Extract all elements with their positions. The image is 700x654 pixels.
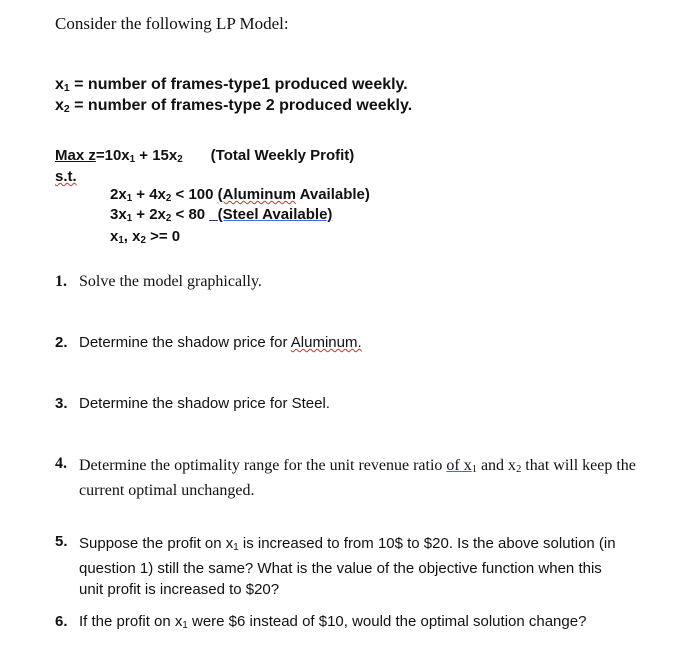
- question-6: [55, 613, 675, 635]
- constraint-aluminum: [110, 186, 370, 204]
- q4-sub1: 1: [471, 464, 477, 476]
- q5-line-1: [79, 533, 616, 558]
- var-x2: x: [55, 97, 64, 114]
- question-4: [55, 455, 685, 499]
- c2-c: < 80: [171, 206, 210, 223]
- c1-b: + 4x: [132, 186, 166, 203]
- q6-text-b: were $6 instead of $10, would the optimal solution change?: [187, 613, 587, 630]
- c3-sub2: 2: [140, 234, 146, 246]
- constraint-steel: [110, 206, 332, 224]
- sub-2: 2: [63, 104, 70, 116]
- question-number: 6.: [55, 613, 68, 630]
- q2-text-b: Aluminum.: [290, 334, 362, 351]
- question-number: 4.: [55, 455, 67, 472]
- question-3: [55, 395, 655, 417]
- q4-line1-d: that will keep the: [521, 457, 636, 474]
- objective-sub1: 1: [129, 153, 136, 165]
- objective-expr-b: + 15x: [135, 147, 178, 164]
- definition-x2: [55, 97, 412, 115]
- question-2: [55, 334, 655, 356]
- question-text: Determine the shadow price for Steel.: [79, 395, 330, 412]
- c3-a: x: [110, 228, 119, 245]
- question-text: [79, 334, 362, 351]
- c1-resource-a: (Aluminum: [217, 186, 296, 203]
- objective-expr-a: =10x: [95, 147, 130, 164]
- question-5: [55, 533, 675, 599]
- q2-text-a: Determine the shadow price for: [79, 334, 291, 351]
- question-number: 3.: [55, 395, 68, 412]
- c2-resource: _(Steel Available): [209, 206, 333, 223]
- q5-line-2: question 1) still the same? What is the value of the objective function when this: [79, 559, 602, 577]
- intro-text: Consider the following LP Model:: [55, 14, 289, 33]
- c2-sub2: 2: [165, 212, 172, 224]
- q6-text-a: If the profit on x: [79, 613, 183, 630]
- question-text: [79, 455, 636, 501]
- q4-line1-b: of x: [446, 457, 472, 474]
- question-1: [55, 273, 655, 295]
- q4-sub2: 2: [516, 464, 522, 476]
- q4-line1-c: and x: [476, 457, 517, 474]
- question-number: 5.: [55, 533, 68, 550]
- c1-c: < 100: [171, 186, 218, 203]
- c1-sub2: 2: [165, 192, 172, 204]
- c1-resource-b: Available): [295, 186, 370, 203]
- c3-b: , x: [123, 228, 141, 245]
- q5-line1-a: Suppose the profit on x: [79, 535, 234, 552]
- sub-1: 1: [63, 83, 70, 95]
- question-number: 2.: [55, 334, 68, 351]
- question-text: Solve the model graphically.: [79, 273, 262, 290]
- q4-line1-a: Determine the optimality range for the unit revenue ratio: [79, 457, 447, 474]
- c2-sub1: 1: [126, 212, 133, 224]
- q5-sub: 1: [233, 541, 239, 553]
- objective-note: (Total Weekly Profit): [210, 147, 355, 164]
- q4-line-2: current optimal unchanged.: [79, 482, 255, 500]
- c2-b: + 2x: [132, 206, 166, 223]
- q5-line1-b: is increased to from 10$ to $20. Is the above solution (in: [238, 535, 616, 552]
- var-x1: x: [55, 76, 64, 93]
- c3-c: >= 0: [145, 228, 181, 245]
- q4-line-1: [79, 455, 636, 480]
- c3-sub1: 1: [118, 234, 124, 246]
- question-text: [79, 613, 586, 631]
- st-label: s.t.: [55, 168, 77, 185]
- definition-x2-text: = number of frames-type 2 produced weekly.: [69, 97, 413, 114]
- question-text: [79, 533, 616, 600]
- definition-x1: [55, 76, 408, 94]
- c1-a: 2x: [110, 186, 127, 203]
- q6-sub: 1: [182, 619, 188, 631]
- c2-a: 3x: [110, 206, 127, 223]
- constraint-nonnegativity: [110, 228, 180, 246]
- definition-x1-text: = number of frames-type1 produced weekly.: [69, 76, 408, 93]
- subject-to-label: [55, 168, 77, 185]
- q5-line-3: unit profit is increased to $20?: [79, 580, 280, 598]
- c1-sub1: 1: [126, 192, 133, 204]
- objective-function: [55, 147, 354, 165]
- objective-prefix: Max z: [55, 147, 96, 164]
- question-number: 1.: [55, 273, 67, 290]
- objective-sub2: 2: [177, 153, 183, 165]
